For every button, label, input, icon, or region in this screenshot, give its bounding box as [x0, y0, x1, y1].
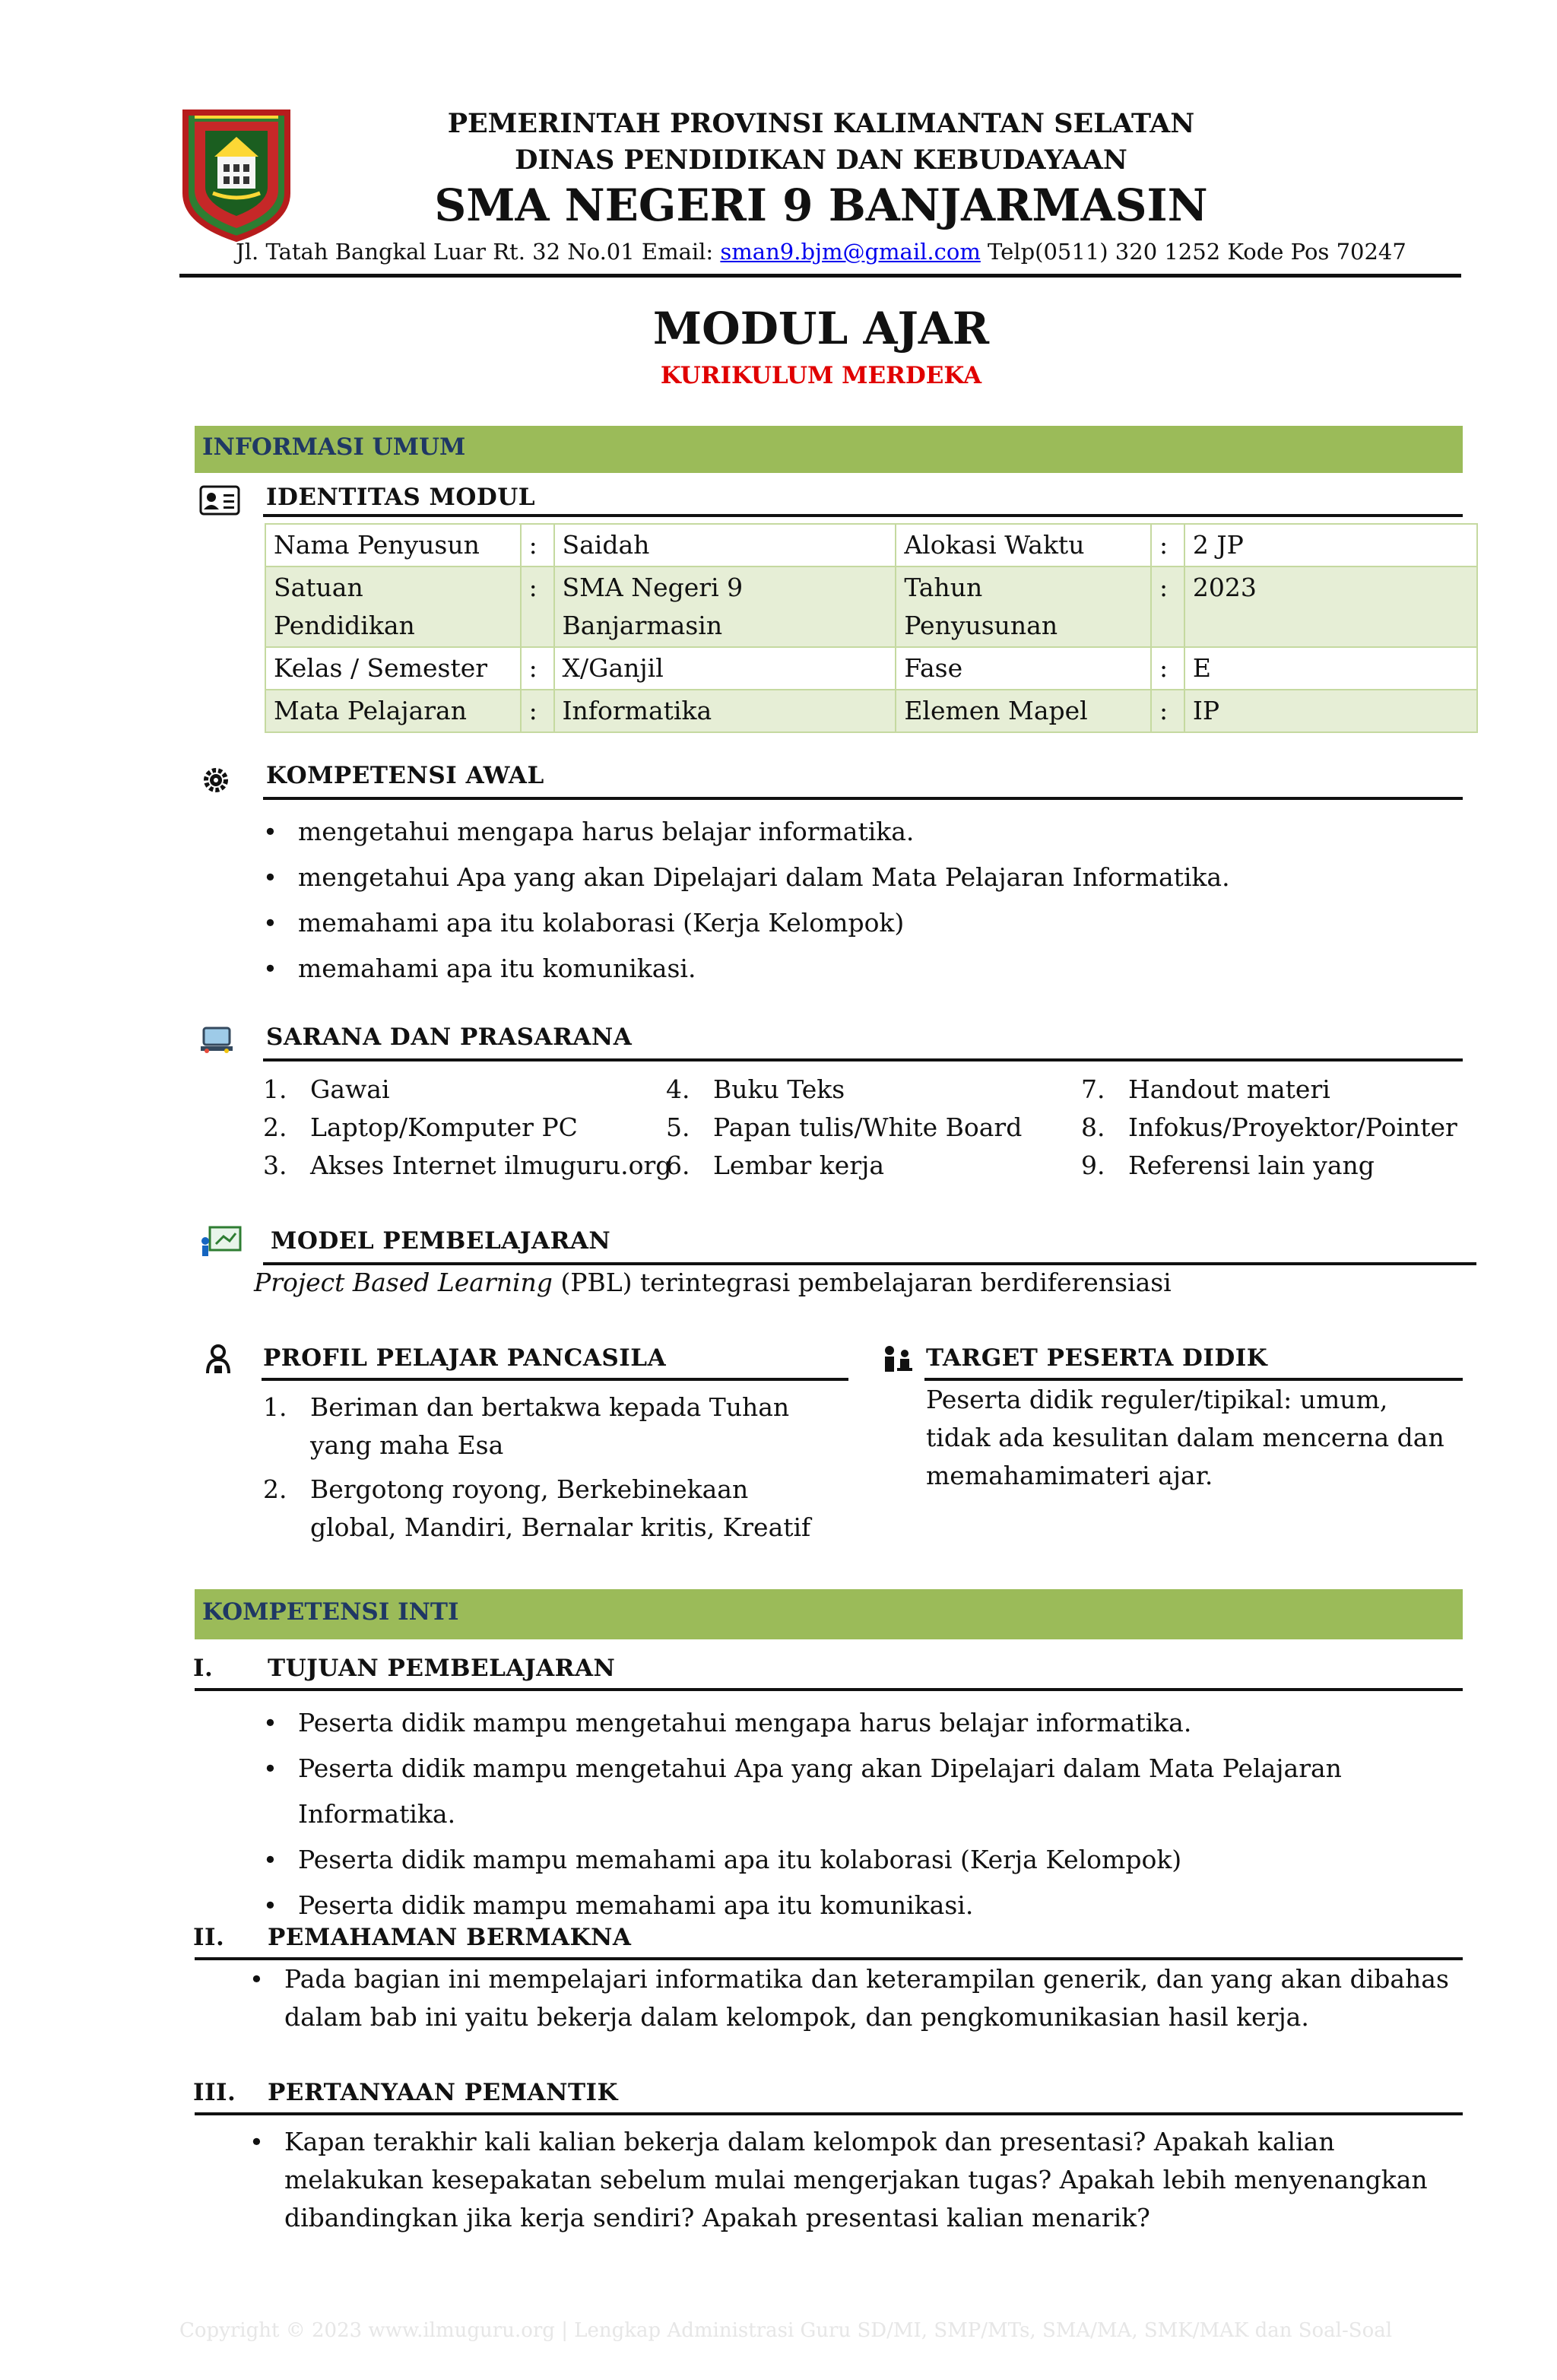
- sarana-list-col3: [1081, 1071, 1492, 1185]
- list-number: 8.: [1081, 1112, 1105, 1142]
- list-number: 6.: [666, 1150, 690, 1180]
- school-logo: [179, 108, 293, 242]
- identitas-table: [265, 523, 1478, 733]
- cell-value: 2 JP: [1184, 524, 1477, 566]
- footer-copyright: Copyright © 2023 www.ilmuguru.org | Lengkap Administrasi Guru SD/MI, SMP/MTs, SMA/MA, SMK/MAK dan Soal-Soal: [179, 2319, 1393, 2342]
- list-text: Lembar kerja: [713, 1150, 885, 1180]
- list-number: 4.: [666, 1074, 690, 1104]
- identitas-rule: [263, 514, 1463, 517]
- profil-rule: [262, 1378, 848, 1381]
- cell-label: Mata Pelajaran: [265, 690, 521, 732]
- sarana-rule: [263, 1058, 1463, 1061]
- list-item: [666, 1109, 1077, 1147]
- list-text: Gawai: [310, 1074, 390, 1104]
- tujuan-list: [254, 1700, 1470, 1928]
- cell-label: Elemen Mapel: [896, 690, 1151, 732]
- profil-heading: PROFIL PELAJAR PANCASILA: [263, 1344, 667, 1372]
- cell-value: X/Ganjil: [554, 647, 896, 690]
- address-prefix: Jl. Tatah Bangkal Luar Rt. 32 No.01 Email:: [236, 239, 721, 265]
- document-subtitle: KURIKULUM MERDEKA: [660, 362, 982, 389]
- identitas-heading: IDENTITAS MODUL: [266, 484, 536, 511]
- school-name: SMA NEGERI 9 BANJARMASIN: [434, 179, 1208, 231]
- cell-value: Informatika: [554, 690, 896, 732]
- cell-value: 2023: [1184, 566, 1477, 647]
- sarana-list-col1: [263, 1071, 674, 1185]
- cell-colon: :: [521, 566, 554, 647]
- presentation-board-icon: [199, 1226, 242, 1261]
- cell-label: Alokasi Waktu: [896, 524, 1151, 566]
- cell-value: SMA Negeri 9 Banjarmasin: [554, 566, 896, 647]
- list-number: 5.: [666, 1112, 690, 1142]
- cell-colon: :: [521, 690, 554, 732]
- pertanyaan-number: III.: [193, 2079, 236, 2106]
- tujuan-rule: [195, 1688, 1463, 1691]
- list-item: [1081, 1109, 1492, 1147]
- letterhead-rule: [179, 274, 1461, 278]
- list-number: 2.: [263, 1474, 287, 1504]
- list-item: • Peserta didik mampu mengetahui Apa yang akan Dipelajari dalam Mata Pelajaran Informatika.: [254, 1746, 1470, 1837]
- list-number: 2.: [263, 1112, 287, 1142]
- cell-label: Nama Penyusun: [265, 524, 521, 566]
- table-row: [265, 524, 1477, 566]
- pertanyaan-rule: [195, 2112, 1463, 2115]
- email-link[interactable]: sman9.bjm@gmail.com: [720, 239, 981, 265]
- pertanyaan-list: [240, 2123, 1466, 2237]
- list-text: Infokus/Proyektor/Pointer: [1128, 1112, 1457, 1142]
- cell-colon: :: [1151, 647, 1184, 690]
- list-item: [263, 1471, 841, 1547]
- gear-icon: [201, 765, 231, 798]
- section-band-informasi-umum: [195, 426, 1463, 473]
- list-item: [1081, 1071, 1492, 1109]
- pemahaman-list: [240, 1960, 1466, 2036]
- cell-value: E: [1184, 647, 1477, 690]
- cell-colon: :: [1151, 524, 1184, 566]
- tujuan-heading: TUJUAN PEMBELAJARAN: [268, 1655, 616, 1682]
- list-item: [666, 1147, 1077, 1185]
- cell-label: Satuan Pendidikan: [265, 566, 521, 647]
- list-item: • memahami apa itu komunikasi.: [254, 946, 1470, 992]
- tujuan-number: I.: [193, 1655, 214, 1682]
- list-item: • Peserta didik mampu mengetahui mengapa harus belajar informatika.: [254, 1700, 1470, 1746]
- list-text: Bergotong royong, Berkebinekaan global, Mandiri, Bernalar kritis, Kreatif: [310, 1474, 811, 1542]
- cell-colon: :: [521, 524, 554, 566]
- document-title: MODUL AJAR: [652, 303, 990, 354]
- target-heading: TARGET PESERTA DIDIK: [926, 1344, 1268, 1372]
- list-text: Handout materi: [1128, 1074, 1330, 1104]
- list-item: [263, 1147, 674, 1185]
- id-card-icon: [199, 485, 240, 519]
- list-number: 7.: [1081, 1074, 1105, 1104]
- dept-line: DINAS PENDIDIKAN DAN KEBUDAYAAN: [515, 144, 1127, 176]
- list-text: Papan tulis/White Board: [713, 1112, 1023, 1142]
- list-number: 9.: [1081, 1150, 1105, 1180]
- list-item: • Peserta didik mampu memahami apa itu kolaborasi (Kerja Kelompok): [254, 1837, 1470, 1883]
- list-text: Akses Internet ilmuguru.org: [310, 1150, 672, 1180]
- list-number: 3.: [263, 1150, 287, 1180]
- list-number: 1.: [263, 1392, 287, 1422]
- cell-value: IP: [1184, 690, 1477, 732]
- pemahaman-number: II.: [193, 1924, 225, 1951]
- list-item: [666, 1071, 1077, 1109]
- list-item: • mengetahui mengapa harus belajar informatika.: [254, 809, 1470, 855]
- cell-colon: :: [1151, 690, 1184, 732]
- section-band-label: KOMPETENSI INTI: [202, 1598, 459, 1626]
- list-text: Laptop/Komputer PC: [310, 1112, 578, 1142]
- list-item: • memahami apa itu kolaborasi (Kerja Kelompok): [254, 900, 1470, 946]
- model-italic: Project Based Learning: [254, 1268, 553, 1297]
- list-number: 1.: [263, 1074, 287, 1104]
- kompetensi-awal-rule: [263, 797, 1463, 800]
- kompetensi-awal-list: [254, 809, 1470, 992]
- pemahaman-heading: PEMAHAMAN BERMAKNA: [268, 1924, 632, 1951]
- cell-colon: :: [521, 647, 554, 690]
- pertanyaan-heading: PERTANYAAN PEMANTIK: [268, 2079, 618, 2106]
- target-text: Peserta didik reguler/tipikal: umum, tidak ada kesulitan dalam mencerna dan memahamimateri ajar.: [926, 1385, 1444, 1490]
- list-text: Buku Teks: [713, 1074, 845, 1104]
- model-rest: (PBL) terintegrasi pembelajaran berdiferensiasi: [552, 1268, 1172, 1297]
- address-suffix: Telp(0511) 320 1252 Kode Pos 70247: [980, 239, 1406, 265]
- cell-value: Saidah: [554, 524, 896, 566]
- model-heading: MODEL PEMBELAJARAN: [271, 1227, 611, 1255]
- kompetensi-awal-heading: KOMPETENSI AWAL: [266, 762, 544, 789]
- table-row: [265, 690, 1477, 732]
- cell-label: Tahun Penyusunan: [896, 566, 1151, 647]
- model-text: [254, 1264, 1470, 1302]
- list-item: • Peserta didik mampu memahami apa itu komunikasi.: [254, 1883, 1470, 1928]
- list-item: [263, 1109, 674, 1147]
- list-item: [263, 1388, 841, 1464]
- list-text: Referensi lain yang: [1128, 1150, 1375, 1180]
- list-item: [1081, 1147, 1492, 1185]
- table-row: [265, 647, 1477, 690]
- section-band-label: INFORMASI UMUM: [202, 433, 466, 461]
- cell-label: Fase: [896, 647, 1151, 690]
- sarana-heading: SARANA DAN PRASARANA: [266, 1023, 633, 1051]
- table-row: [265, 566, 1477, 647]
- school-address: [228, 239, 1414, 265]
- students-icon: [882, 1344, 914, 1378]
- gov-line: PEMERINTAH PROVINSI KALIMANTAN SELATAN: [447, 108, 1195, 139]
- list-item: • Pada bagian ini mempelajari informatika dan keterampilan generik, dan yang akan dibahas dalam bab ini yaitu bekerja dalam kelompok, dan pengkomunikasian hasil kerja.: [240, 1960, 1466, 2036]
- list-item: [263, 1071, 674, 1109]
- computer-icon: [199, 1025, 234, 1058]
- list-item: • Kapan terakhir kali kalian bekerja dalam kelompok dan presentasi? Apakah kalian melakukan kesepakatan sebelum mulai mengerjakan tugas? Apakah lebih menyenangkan dibandingkan jika kerja sendiri? Apakah presentasi kalian menarik?: [240, 2123, 1466, 2237]
- person-icon: [205, 1344, 231, 1378]
- list-item: • mengetahui Apa yang akan Dipelajari dalam Mata Pelajaran Informatika.: [254, 855, 1470, 900]
- sarana-list-col2: [666, 1071, 1077, 1185]
- list-text: Beriman dan bertakwa kepada Tuhan yang maha Esa: [310, 1392, 790, 1460]
- section-band-kompetensi-inti: [195, 1589, 1463, 1639]
- cell-label: Kelas / Semester: [265, 647, 521, 690]
- cell-colon: :: [1151, 566, 1184, 647]
- profil-list: [263, 1388, 841, 1547]
